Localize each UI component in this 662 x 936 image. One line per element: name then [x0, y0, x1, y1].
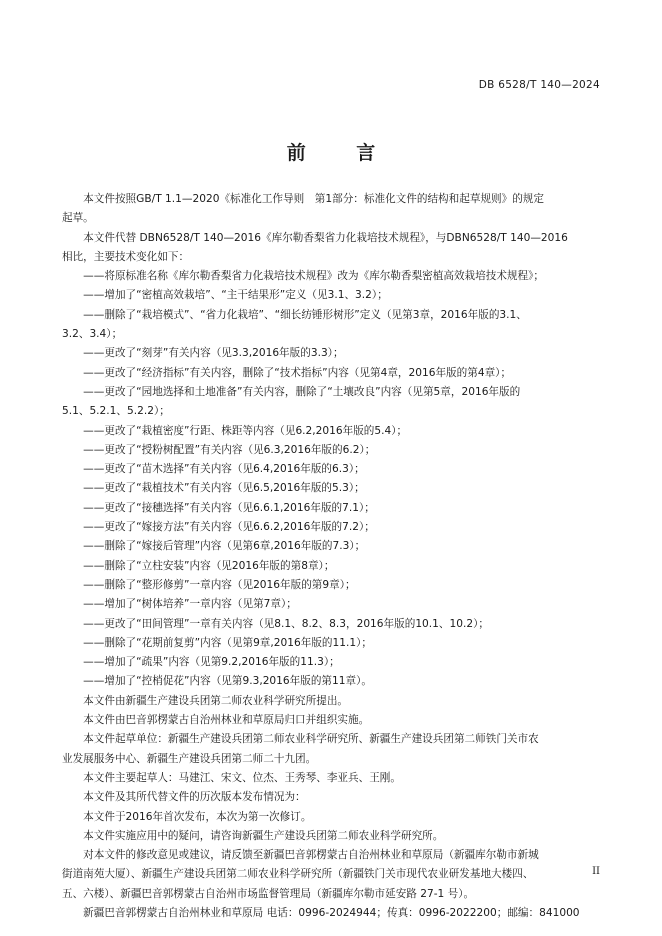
text-line: ——删除了“嫁接后管理”内容（见第6章,2016年版的7.3）； — [62, 540, 366, 553]
page-number: II — [592, 866, 600, 877]
text-line: ——删除了“栽培模式”、“省力化栽培”、“细长纺锤形树形”定义（见第3章，2016年版的3.1、 — [62, 308, 527, 321]
text-line: 本文件代替 DBN6528/T 140—2016《库尔勒香梨省力化栽培技术规程》，与DBN6528/T 140—2016 — [62, 231, 568, 244]
text-line: ——删除了“花期前复剪”内容（见第9章,2016年版的11.1）； — [62, 636, 372, 649]
text-line: 5.1、5.2.1、5.2.2）； — [62, 405, 170, 418]
text-line: 本文件于2016年首次发布，本次为第一次修订。 — [62, 810, 312, 823]
text-line: ——更改了“接穗选择”有关内容（见6.6.1,2016年版的7.1）； — [62, 501, 375, 514]
text-line: ——增加了“控梢促花”内容（见第9.3,2016年版的第11章）。 — [62, 675, 372, 688]
text-line: ——删除了“立柱安装”内容（见2016年版的第8章）； — [62, 559, 335, 572]
text-line: 本文件由巴音郭楞蒙古自治州林业和草原局归口并组织实施。 — [62, 714, 370, 727]
page-title: 前 言 — [286, 142, 398, 164]
text-line: 起草。 — [62, 212, 94, 225]
text-line: ——更改了“栽植技术”有关内容（见6.5,2016年版的5.3）； — [62, 482, 365, 495]
text-line: ——将原标准名称《库尔勒香梨省力化栽培技术规程》改为《库尔勒香梨密植高效栽培技术规程》； — [62, 270, 545, 283]
text-line: ——增加了“树体培养”一章内容（见第7章）； — [62, 598, 297, 611]
text-line: 业发展服务中心、新疆生产建设兵团第二师二十九团。 — [62, 752, 317, 765]
text-line: 本文件及其所代替文件的历次版本发布情况为： — [62, 791, 306, 804]
document-code: DB 6528/T 140—2024 — [478, 79, 600, 91]
text-line: ——增加了“密植高效栽培”、“主干结果形”定义（见3.1、3.2）； — [62, 289, 388, 302]
text-line: 本文件实施应用中的疑问，请咨询新疆生产建设兵团第二师农业科学研究所。 — [62, 829, 444, 842]
text-line: 五、六楼）、新疆巴音郭楞蒙古自治州市场监督管理局（新疆库尔勒市延安路 27-1 号）。 — [62, 887, 475, 900]
text-line: ——更改了“栽植密度”行距、株距等内容（见6.2,2016年版的5.4）； — [62, 424, 408, 437]
text-line: 3.2、3.4）； — [62, 328, 123, 341]
text-line: ——更改了“经济指标”有关内容，删除了“技术指标”内容（见第4章，2016年版的第4章）； — [62, 366, 512, 379]
text-line: 新疆巴音郭楞蒙古自治州林业和草原局 电话：0996-2024944；传真：0996-2022200；邮编：841000 — [62, 906, 580, 919]
text-line: 相比，主要技术变化如下： — [62, 250, 190, 263]
body-text — [62, 190, 600, 923]
text-line: ——更改了“田间管理”一章有关内容（见8.1、8.2、8.3，2016年版的10.1、10.2）； — [62, 617, 489, 630]
text-line: 本文件按照GB/T 1.1—2020《标准化工作导则 第1部分：标准化文件的结构和起草规则》的规定 — [62, 193, 544, 205]
text-line: 本文件主要起草人：马建江、宋文、位杰、王秀琴、李亚兵、王刚。 — [62, 771, 401, 784]
text-line: ——更改了“苗木选择”有关内容（见6.4,2016年版的6.3）； — [62, 463, 365, 476]
text-line: 本文件由新疆生产建设兵团第二师农业科学研究所提出。 — [62, 694, 349, 707]
text-line: ——更改了“嫁接方法”有关内容（见6.6.2,2016年版的7.2）； — [62, 521, 375, 534]
text-line: ——删除了“整形修剪”一章内容（见2016年版的第9章）； — [62, 578, 356, 591]
text-line: 街道南苑大厦）、新疆生产建设兵团第二师农业科学研究所（新疆铁门关市现代农业研发基地大楼四、 — [62, 868, 534, 881]
text-line: ——更改了“园地选择和土地准备”有关内容，删除了“土壤改良”内容（见第5章，2016年版的 — [62, 385, 521, 398]
text-line: ——更改了“授粉树配置”有关内容（见6.3,2016年版的6.2）； — [62, 443, 376, 456]
text-line: 本文件起草单位：新疆生产建设兵团第二师农业科学研究所、新疆生产建设兵团第二师铁门关市农 — [62, 733, 539, 746]
text-line: ——更改了“刻芽”有关内容（见3.3,2016年版的3.3）； — [62, 347, 344, 360]
text-line: ——增加了“疏果”内容（见第9.2,2016年版的11.3）； — [62, 656, 340, 669]
text-line: 对本文件的修改意见或建议，请反馈至新疆巴音郭楞蒙古自治州林业和草原局（新疆库尔勒市新城 — [62, 849, 539, 862]
